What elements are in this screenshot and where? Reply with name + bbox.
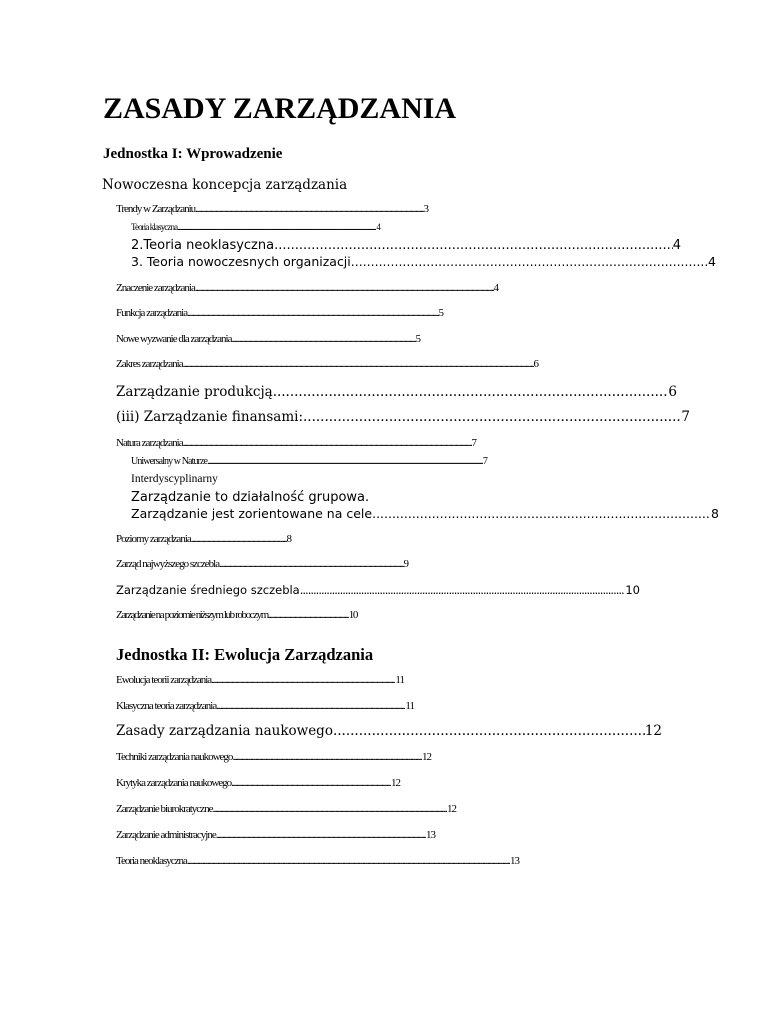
toc-page: 10 [625,583,640,597]
toc-leader [183,438,472,449]
toc-leader [187,308,438,319]
toc-entry [131,223,380,232]
unit-heading-1: Jednostka I: Wprowadzenie [103,146,283,162]
toc-page: 3 [423,203,428,215]
toc-label: Nowe wyzwanie dla zarządzania [116,333,232,345]
toc-leader [333,725,645,739]
toc-page: 12 [391,777,400,789]
toc-leader [219,559,403,570]
toc-page: 8 [286,533,291,545]
toc-label: Zarząd najwyższego szczebla [116,558,220,570]
toc-page: 6 [533,358,538,370]
toc-entry [116,438,476,449]
toc-page: 13 [510,855,519,867]
toc-entry [116,585,640,597]
toc-label: 2.Teoria neoklasyczna [131,238,275,253]
toc-entry [116,725,662,739]
toc-leader [177,223,376,232]
toc-page: 13 [426,829,435,841]
toc-page: 11 [395,674,404,686]
toc-page: 12 [422,751,431,763]
toc-label: Trendy w Zarządzaniu [116,203,196,215]
toc-page: 6 [668,384,677,400]
toc-page: 7 [471,437,476,449]
toc-label: Uniwersalny w Naturze [131,456,208,467]
toc-page: 7 [681,409,690,425]
toc-label: Znaczenie zarządzania [116,282,195,294]
toc-page: 9 [403,558,408,570]
toc-page: 4 [672,238,681,253]
toc-label: Ewolucja teorii zarządzania [116,674,212,686]
toc-label: (iii) Zarządzanie finansami: [116,409,304,425]
toc-label: Zarządzanie produkcją [116,384,273,400]
toc-page: 4 [708,254,716,269]
toc-entry [116,804,456,815]
toc-entry [131,508,719,521]
toc-leader [187,856,510,867]
toc-leader [274,239,673,252]
toc-label: Zarządzanie na poziomie niższym lub roboczym [116,609,268,621]
toc-leader [303,411,681,425]
toc-label: Techniki zarządzania naukowego [116,751,233,763]
toc-leader [231,334,415,345]
toc-entry [116,386,677,400]
toc-leader [216,701,405,712]
toc-leader [300,585,626,597]
document-title: ZASADY ZARZĄDZANIA [103,92,457,125]
toc-leader [207,457,483,467]
toc-label: Zakres zarządzania [116,358,183,370]
toc-label: Klasyczna teoria zarządzania [116,700,217,712]
toc-label: Zarządzanie średniego szczebla [116,583,300,597]
toc-entry [116,701,414,712]
unit-heading-2: Jednostka II: Ewolucja Zarządzania [116,645,374,664]
toc-entry [116,830,435,841]
toc-leader [232,752,422,763]
toc-leader [191,534,287,545]
toc-entry [131,256,716,269]
toc-entry [116,856,519,867]
toc-leader [211,675,395,686]
toc-leader [231,778,391,789]
section-heading: Nowoczesna koncepcja zarządzania [102,177,348,193]
toc-leader [351,256,708,269]
toc-label: 3. Teoria nowoczesnych organizacji [131,254,351,269]
toc-leader [216,830,426,841]
toc-entry [116,334,420,345]
toc-entry [131,239,681,252]
toc-leader [268,610,349,621]
toc-entry [131,457,487,467]
toc-page: 8 [711,506,719,521]
toc-label: Teoria neoklasyczna [116,855,187,867]
toc-entry [116,283,498,294]
toc-leader [372,508,711,521]
toc-entry [116,411,690,425]
toc-entry [116,610,357,621]
toc-page: 12 [447,803,456,815]
toc-entry [116,204,428,215]
toc-label: Krytyka zarządzania naukowego [116,777,232,789]
toc-page: 5 [438,307,443,319]
toc-entry [116,534,291,545]
toc-plain-line: Interdyscyplinarny [131,473,218,485]
toc-page: 7 [482,456,487,467]
toc-leader [195,283,494,294]
toc-leader [273,386,669,400]
toc-entry [116,359,538,370]
toc-label: Zasady zarządzania naukowego [116,723,333,739]
toc-entry [116,778,400,789]
toc-label: Funkcja zarządzania [116,307,188,319]
toc-label: Poziomy zarządzania [116,533,191,545]
toc-plain-line: Zarządzanie to działalność grupowa. [131,490,370,505]
toc-leader [212,804,447,815]
toc-page: 4 [376,222,380,232]
toc-page: 12 [644,723,662,739]
toc-leader [195,204,423,215]
toc-page: 10 [348,609,357,621]
toc-entry [116,559,408,570]
toc-leader [183,359,534,370]
toc-label: Zarządzanie jest zorientowane na cele [131,506,373,521]
toc-label: Natura zarządzania [116,437,183,449]
toc-page: 11 [405,700,414,712]
toc-entry [116,752,431,763]
toc-page: 5 [415,333,420,345]
toc-label: Teoria klasyczna [131,222,178,232]
toc-entry [116,308,443,319]
toc-label: Zarządzanie biurokratyczne [116,803,213,815]
toc-page: 4 [493,282,498,294]
toc-label: Zarządzanie administracyjne [116,829,216,841]
toc-entry [116,675,404,686]
